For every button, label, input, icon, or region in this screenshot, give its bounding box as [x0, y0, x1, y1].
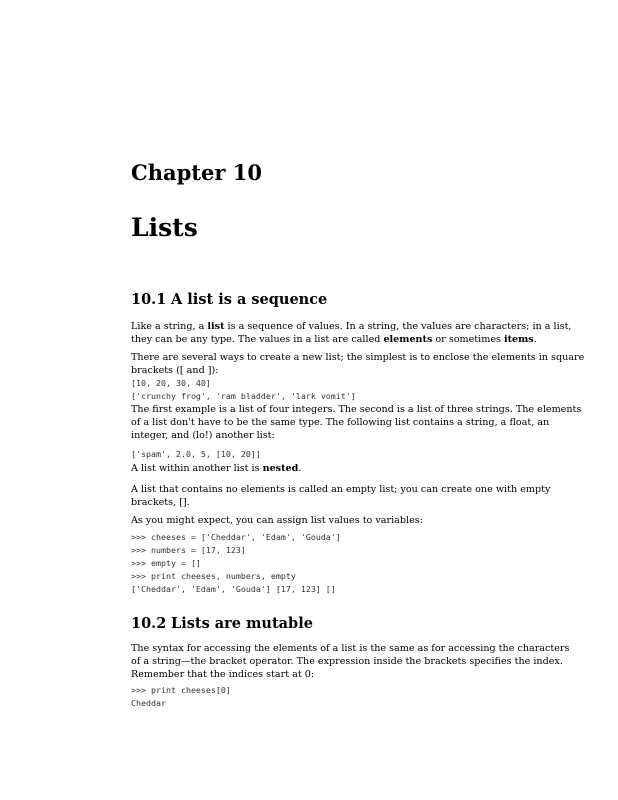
code-block: [131, 377, 356, 403]
text-line: A list within another list is nested.: [131, 463, 302, 474]
text-line: The first example is a list of four integers. The second is a list of three strings. The elements: [131, 404, 582, 415]
term: elements: [383, 334, 433, 345]
text-line: Remember that the indices start at 0:: [131, 669, 315, 680]
code-line: >>> print cheeses[0]: [131, 685, 231, 695]
section-heading: [131, 615, 313, 632]
code-line: >>> cheeses = ['Cheddar', 'Edam', 'Gouda']: [131, 532, 341, 542]
code-block: [131, 448, 261, 461]
text-line: of a list don't have to be the same type. The following list contains a string, a float, an: [131, 417, 550, 428]
text-line: of a string—the bracket operator. The expression inside the brackets specifies the index.: [131, 656, 563, 667]
code-line: [10, 20, 30, 40]: [131, 378, 211, 388]
paragraph: [131, 514, 531, 527]
text-line: integer, and (lo!) another list:: [131, 430, 275, 441]
term: nested: [262, 463, 299, 474]
chapter-title: Lists: [131, 213, 198, 242]
code-line: >>> numbers = [17, 123]: [131, 545, 246, 555]
text-line: brackets ([ and ]):: [131, 365, 219, 376]
section-number: 10.2: [131, 615, 167, 632]
text-line: There are several ways to create a new list; the simplest is to enclose the elements in square: [131, 352, 585, 363]
text-line: The syntax for accessing the elements of a list is the same as for accessing the characters: [131, 643, 570, 654]
section-title: A list is a sequence: [171, 291, 328, 308]
paragraph: [131, 462, 531, 475]
code-line: Cheddar: [131, 698, 166, 708]
paragraph: [131, 483, 551, 509]
code-block: [131, 684, 231, 710]
text-line: Like a string, a list is a sequence of values. In a string, the values are characters; in a list,: [131, 321, 572, 332]
text-line: As you might expect, you can assign list values to variables:: [131, 515, 423, 526]
code-block: [131, 531, 341, 596]
code-line: ['Cheddar', 'Edam', 'Gouda'] [17, 123] []: [131, 584, 336, 594]
text-line: brackets, [].: [131, 497, 190, 508]
paragraph: [131, 320, 572, 346]
code-line: ['spam', 2.0, 5, [10, 20]]: [131, 449, 261, 459]
code-line: >>> empty = []: [131, 558, 201, 568]
section-heading: [131, 291, 327, 308]
term: items: [503, 334, 534, 345]
paragraph: [131, 351, 585, 377]
section-number: 10.1: [131, 291, 167, 308]
text-line: they can be any type. The values in a list are called elements or sometimes items.: [131, 334, 537, 345]
text-line: A list that contains no elements is called an empty list; you can create one with empty: [131, 484, 551, 495]
paragraph: [131, 642, 570, 681]
term: list: [207, 321, 225, 332]
code-line: ['crunchy frog', 'ram bladder', 'lark vomit']: [131, 391, 356, 401]
section-title: Lists are mutable: [171, 615, 313, 632]
chapter-label: Chapter 10: [131, 160, 262, 185]
paragraph: [131, 403, 582, 442]
code-line: >>> print cheeses, numbers, empty: [131, 571, 296, 581]
